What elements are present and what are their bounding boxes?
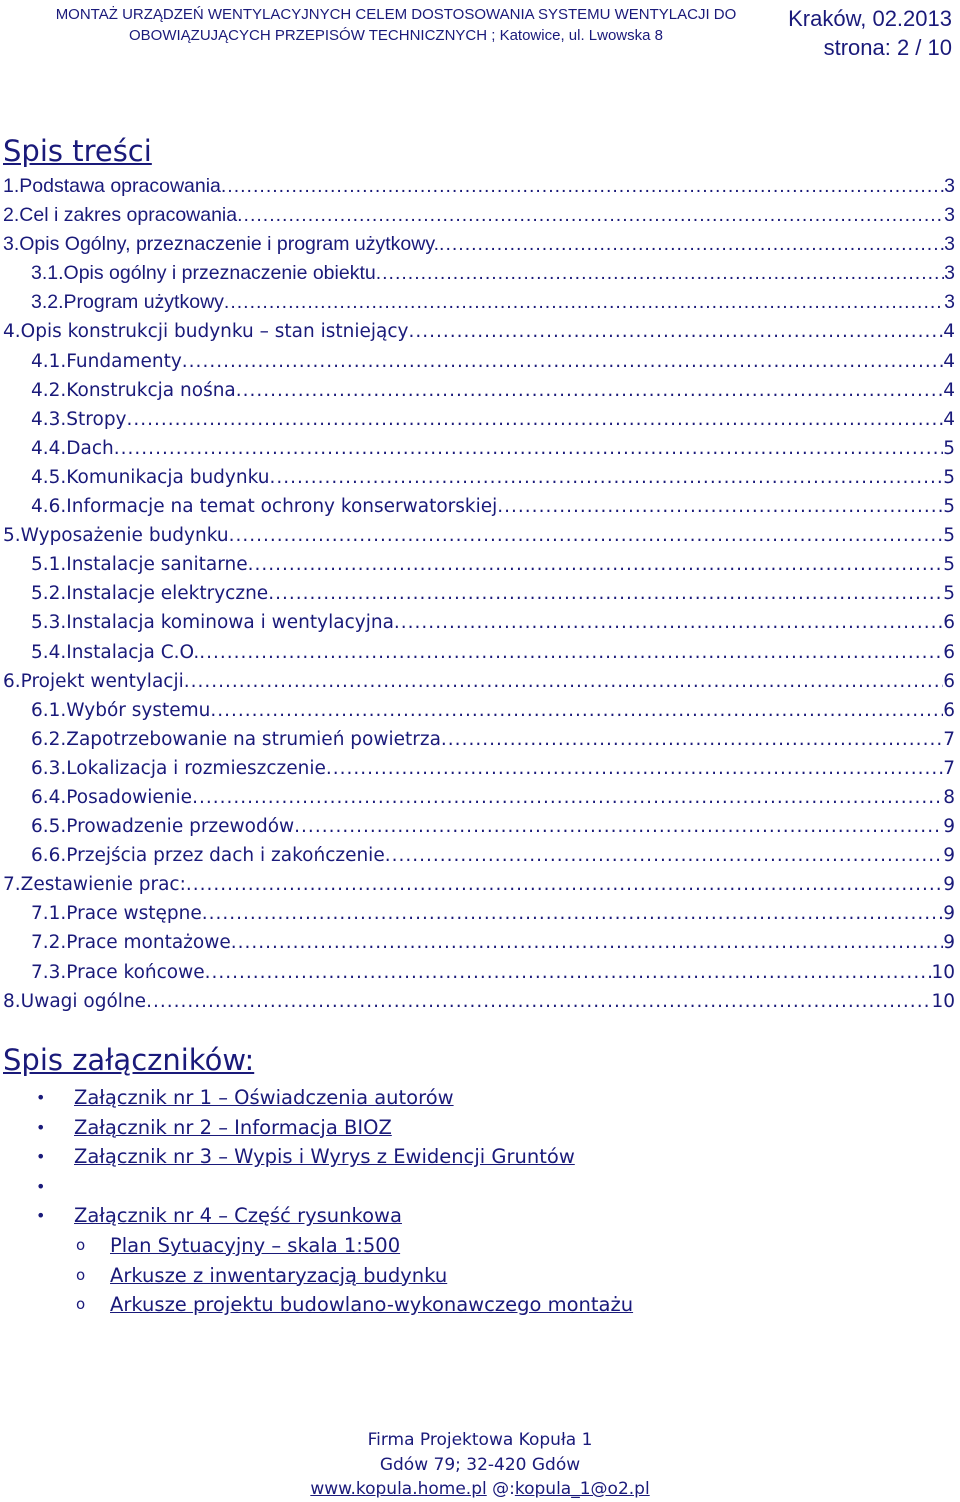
toc-entry[interactable] — [0, 230, 960, 259]
attachment-item — [0, 1113, 960, 1143]
toc-entry[interactable] — [0, 201, 960, 230]
toc-entry[interactable] — [0, 725, 960, 754]
toc-entry-page: 5 — [943, 525, 955, 547]
toc-leader-dots — [114, 434, 943, 463]
attachment-item — [0, 1172, 960, 1202]
toc-entry-label: 1.Podstawa opracowania — [3, 175, 221, 197]
toc-entry-page: 5 — [943, 466, 955, 488]
toc-leader-dots — [248, 550, 944, 579]
toc-entry[interactable] — [0, 928, 960, 957]
toc-entry-label: 7.1.Prace wstępne — [31, 903, 202, 925]
attachment-subitem — [0, 1290, 960, 1320]
toc-entry-page: 5 — [943, 583, 955, 605]
toc-entry-page: 6 — [943, 699, 955, 721]
toc-entry[interactable] — [0, 550, 960, 579]
toc-entry-label: 3.2.Program użytkowy — [31, 291, 224, 314]
toc-entry[interactable] — [0, 434, 960, 463]
attachments-list — [0, 1083, 960, 1320]
bullet-icon: • — [36, 1117, 46, 1137]
attachment-link[interactable]: Załącznik nr 2 – Informacja BIOZ — [74, 1115, 392, 1139]
bullet-icon: • — [36, 1147, 46, 1167]
toc-entry[interactable] — [0, 667, 960, 696]
toc-entry[interactable] — [0, 376, 960, 405]
toc-leader-dots — [184, 667, 943, 696]
toc-entry-label: 4.4.Dach — [31, 437, 114, 459]
toc-entry-label: 6.1.Wybór systemu — [31, 699, 211, 721]
attachment-link[interactable]: Plan Sytuacyjny – skala 1:500 — [110, 1233, 401, 1257]
toc-entry-page: 4 — [943, 321, 955, 343]
toc-leader-dots — [376, 259, 944, 288]
toc-entry-label: 6.4.Posadowienie — [31, 786, 193, 808]
toc-entry[interactable] — [0, 492, 960, 521]
toc-entry-page: 3 — [944, 262, 955, 285]
toc-entry-label: 7.3.Prace końcowe — [31, 961, 205, 983]
toc-entry-page: 7 — [943, 757, 955, 779]
attachments-title: Spis załączników: — [3, 1043, 255, 1077]
project-title-line1: MONTAŻ URZĄDZEŃ WENTYLACYJNYCH CELEM DOSTOSOWANIA SYSTEMU WENTYLACJI DO — [55, 6, 737, 23]
toc-entry-label: 7.Zestawienie prac: — [3, 874, 186, 896]
toc-entry[interactable] — [0, 172, 960, 201]
toc-entry-page: 6 — [943, 641, 955, 663]
company-address: Gdów 79; 32-420 Gdów — [379, 1454, 581, 1475]
toc-entry[interactable] — [0, 899, 960, 928]
toc-entry[interactable] — [0, 521, 960, 550]
toc-entry-label: 6.Projekt wentylacji — [3, 670, 184, 692]
attachment-item — [0, 1142, 960, 1172]
toc-entry-page: 3 — [944, 175, 955, 197]
toc-entry-page: 9 — [943, 845, 955, 867]
toc-entry-page: 4 — [943, 379, 955, 401]
toc-entry-label: 4.Opis konstrukcji budynku – stan istniejący — [3, 321, 409, 343]
attachment-link[interactable]: Załącznik nr 1 – Oświadczenia autorów — [74, 1086, 454, 1109]
toc-entry-label: 4.5.Komunikacja budynku — [31, 466, 270, 488]
toc-leader-dots — [294, 812, 943, 841]
toc-entry-label: 3.1.Opis ogólny i przeznaczenie obiektu — [31, 262, 376, 285]
toc-title: Spis treści — [3, 134, 152, 168]
date-page-info — [788, 4, 952, 62]
bullet-icon: • — [36, 1206, 46, 1226]
place-date: Kraków, 02.2013 — [788, 6, 952, 31]
toc-leader-dots — [221, 172, 944, 201]
attachment-link[interactable]: Arkusze z inwentaryzacją budynku — [110, 1263, 448, 1287]
toc-leader-dots — [186, 870, 943, 899]
toc-entry[interactable] — [0, 958, 960, 987]
toc-entry[interactable] — [0, 608, 960, 637]
bullet-icon: • — [36, 1176, 46, 1196]
toc-entry-label: 5.Wyposażenie budynku — [3, 525, 229, 547]
toc-entry-page: 5 — [943, 496, 955, 518]
toc-entry[interactable] — [0, 317, 960, 346]
toc-entry-label: 8.Uwagi ogólne — [3, 990, 147, 1012]
toc-entry-page: 3 — [944, 291, 955, 314]
toc-entry-page: 4 — [943, 350, 955, 372]
page-footer — [0, 1428, 960, 1502]
toc-entry-label: 4.3.Stropy — [31, 408, 127, 430]
toc-leader-dots — [210, 696, 943, 725]
toc-entry-label: 4.1.Fundamenty — [31, 350, 182, 372]
attachment-link[interactable]: Załącznik nr 4 – Część rysunkowa — [74, 1204, 402, 1228]
toc-entry-label: 5.4.Instalacja C.O. — [31, 641, 200, 663]
toc-leader-dots — [231, 928, 944, 957]
toc-entry-label: 4.6.Informacje na temat ochrony konserwatorskiej — [31, 496, 498, 518]
attachment-link[interactable]: Arkusze projektu budowlano-wykonawczego montażu — [110, 1293, 634, 1317]
toc-leader-dots — [441, 725, 943, 754]
circle-bullet-icon: o — [76, 1235, 86, 1254]
toc-leader-dots — [394, 608, 943, 637]
page-header — [0, 0, 960, 66]
toc-entry-label: 3.Opis Ogólny, przeznaczenie i program użytkowy. — [3, 233, 440, 256]
attachment-subitem — [0, 1261, 960, 1291]
toc-entry[interactable] — [0, 347, 960, 376]
toc-entry-page: 9 — [943, 874, 955, 896]
toc-entry-label: 2.Cel i zakres opracowania — [3, 204, 238, 227]
attachment-subitem — [0, 1231, 960, 1261]
attachment-item — [0, 1083, 960, 1113]
toc-entry-label: 5.3.Instalacja kominowa i wentylacyjna — [31, 612, 394, 634]
toc-entry[interactable] — [0, 288, 960, 317]
email-link[interactable]: kopula_1@o2.pl — [514, 1479, 650, 1499]
toc-entry-page: 10 — [931, 990, 955, 1012]
toc-entry[interactable] — [0, 579, 960, 608]
toc-leader-dots — [408, 317, 943, 346]
toc-entry-label: 6.5.Prowadzenie przewodów — [31, 816, 295, 838]
email-prefix: @: — [492, 1479, 515, 1499]
toc-entry-page: 7 — [943, 728, 955, 750]
toc-leader-dots — [236, 376, 943, 405]
toc-entry-page: 9 — [943, 932, 955, 954]
toc-entry-label: 5.2.Instalacje elektryczne — [31, 583, 269, 605]
project-title — [46, 4, 746, 46]
toc-leader-dots — [205, 958, 932, 987]
toc-entry[interactable] — [0, 463, 960, 492]
bullet-icon: • — [36, 1088, 46, 1107]
toc-entry-label: 7.2.Prace montażowe — [31, 932, 231, 954]
toc-entry-page: 9 — [943, 816, 955, 838]
toc-leader-dots — [146, 987, 931, 1016]
toc-entry-label: 5.1.Instalacje sanitarne — [31, 554, 248, 576]
company-name: Firma Projektowa Kopuła 1 — [367, 1430, 593, 1450]
toc-entry-page: 8 — [943, 786, 955, 808]
toc-leader-dots — [182, 347, 943, 376]
toc-entry[interactable] — [0, 754, 960, 783]
toc-leader-dots — [497, 492, 943, 521]
toc-leader-dots — [224, 288, 944, 317]
toc-leader-dots — [202, 899, 943, 928]
page-number: strona: 2 / 10 — [823, 35, 952, 60]
circle-bullet-icon: o — [76, 1295, 86, 1314]
toc-leader-dots — [229, 521, 944, 550]
toc-leader-dots — [237, 201, 944, 230]
toc-entry[interactable] — [0, 987, 960, 1016]
toc-entry-page: 3 — [944, 233, 955, 256]
toc-entry-page: 5 — [943, 554, 955, 576]
toc-entry-page: 10 — [931, 961, 955, 983]
toc-leader-dots — [385, 841, 944, 870]
toc-leader-dots — [269, 463, 943, 492]
toc-entry-page: 6 — [943, 612, 955, 634]
toc-entry[interactable] — [0, 870, 960, 899]
toc-entry-page: 4 — [943, 408, 955, 430]
table-of-contents — [0, 172, 960, 1016]
toc-entry[interactable] — [0, 812, 960, 841]
toc-leader-dots — [268, 579, 943, 608]
website-link[interactable]: www.kopula.home.pl — [310, 1479, 487, 1499]
toc-entry-label: 6.2.Zapotrzebowanie na strumień powietrza — [31, 728, 441, 750]
toc-entry[interactable] — [0, 696, 960, 725]
toc-entry-label: 6.6.Przejścia przez dach i zakończenie — [31, 845, 385, 867]
toc-entry[interactable] — [0, 638, 960, 667]
toc-leader-dots — [127, 405, 944, 434]
toc-entry-page: 6 — [943, 670, 955, 692]
toc-entry-page: 5 — [943, 437, 955, 459]
attachment-item — [0, 1201, 960, 1231]
toc-leader-dots — [192, 783, 943, 812]
attachment-link[interactable]: Załącznik nr 3 – Wypis i Wyrys z Ewidencji Gruntów — [74, 1145, 575, 1169]
toc-entry[interactable] — [0, 783, 960, 812]
toc-entry-page: 3 — [944, 204, 955, 227]
toc-leader-dots — [326, 754, 943, 783]
toc-entry-label: 6.3.Lokalizacja i rozmieszczenie — [31, 757, 326, 779]
toc-leader-dots — [199, 638, 943, 667]
toc-entry[interactable] — [0, 259, 960, 288]
contact-line — [0, 1477, 960, 1502]
toc-entry-page: 9 — [943, 903, 955, 925]
toc-entry-label: 4.2.Konstrukcja nośna — [31, 379, 236, 401]
circle-bullet-icon: o — [76, 1265, 86, 1284]
project-title-line2: OBOWIĄZUJĄCYCH PRZEPISÓW TECHNICZNYCH ; Katowice, ul. Lwowska 8 — [129, 27, 663, 44]
toc-entry[interactable] — [0, 841, 960, 870]
toc-entry[interactable] — [0, 405, 960, 434]
toc-leader-dots — [439, 230, 944, 259]
